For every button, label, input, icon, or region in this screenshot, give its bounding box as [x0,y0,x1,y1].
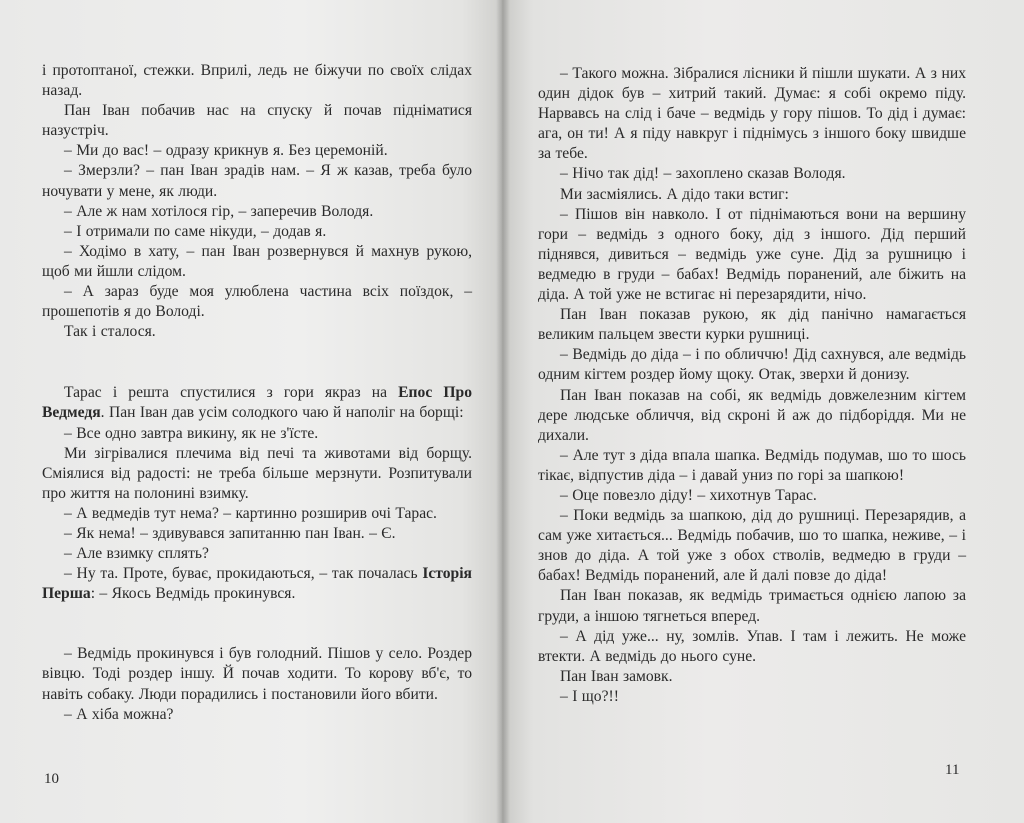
paragraph: Так і сталося. [64,323,156,341]
paragraph: – І що?!! [560,687,619,705]
paragraph: – Пішов він навколо. І от піднімаються вони на вершину гори – ведмідь з одного боку, дід з іншого. Дід перший піднявся, дивиться – ведмідь уже суне. Дід за рушницю і ведмедю в груди – бабах! Ведмідь поранений, але біжить на діда. А той уже не встигає ні перезарядити, нічо. [538,205,966,304]
paragraph: Ми засміялись. А дідо таки встиг: [560,185,789,203]
paragraph: Пан Іван показав на собі, як ведмідь довжелезним кігтем дере людське обличчя, від скроні й аж до підборіддя. Ми не дихали. [538,386,966,444]
paragraph: – Ведмідь до діда – і по обличчю! Дід сахнувся, але ведмідь одним кігтем роздер йому щоку. Отак, зверхи й донизу. [538,346,966,384]
paragraph: – А хіба можна? [64,705,174,723]
left-page-text [42,61,472,725]
paragraph: – Поки ведмідь за шапкою, дід до рушниці. Перезарядив, а сам уже хитається... Ведмідь побачив, шо то шапка, неживе, – і знов до діда. А той уже з обох стволів, ведмедю в груди – бабах! Ведмідь поранений, але й далі повзе до діда! [538,507,966,585]
story-title-epos: Епос Про Ведмедя [42,384,472,422]
paragraph: – Ходімо в хату, – пан Іван розвернувся й махнув рукою, щоб ми йшли слідом. [42,242,472,280]
paragraph: – Ми до вас! – одразу крикнув я. Без церемоній. [64,142,388,160]
paragraph: – Як нема! – здивувався запитанню пан Іван. – Є. [64,524,396,542]
paragraph: – Все одно завтра викину, як не з'їсте. [64,424,319,442]
paragraph: – Але ж нам хотілося гір, – заперечив Володя. [64,202,374,220]
page-number-right: 11 [945,762,960,778]
paragraph-text: : – Якось Ведмідь прокинувся. [90,585,296,603]
paragraph: – Але взимку сплять? [64,545,209,563]
right-page-text [538,64,966,707]
paragraph: Пан Іван показав, як ведмідь тримається однією лапою за груди, а іншою тягнеться вперед. [538,587,966,625]
paragraph-text: Тарас і решта спустилися з гори якраз на [64,384,399,402]
paragraph: – Змерзли? – пан Іван зрадів нам. – Я ж казав, треба було ночувати у мене, як люди. [42,162,472,200]
paragraph: – Але тут з діда впала шапка. Ведмідь подумав, шо то шось тікає, відпустив діда – і давай униз по горі за шапкою! [538,446,966,484]
page-number-left: 10 [44,771,59,787]
section-opening-paragraph [42,383,472,423]
paragraph [42,564,472,604]
paragraph-text: – Ну та. Проте, буває, прокидаються, – так почалась [64,565,423,583]
paragraph: – Оце повезло діду! – хихотнув Тарас. [560,486,817,504]
paragraph-text: . Пан Іван дав усім солодкого чаю й наполіг на борщі: [100,404,464,422]
paragraph: – А дід уже... ну, зомлів. Упав. І там і лежить. Не може втекти. А ведмідь до нього суне. [538,627,966,665]
paragraph: – Такого можна. Зібралися лісники й пішли шукати. А з них один дідок був – хитрий такий. Думає: я собі окремо піду. Нарвавсь на слід і баче – ведмідь у гору пішов. То дід і думає: ага, он ти! А я піду навкруг і піднімусь з іншого боку швидше за тебе. [538,65,966,163]
paragraph: – Нічо так дід! – захоплено сказав Володя. [560,165,846,183]
paragraph: Пан Іван побачив нас на спуску й почав підніматися назустріч. [42,102,472,140]
story-title-first: Історія Перша [42,565,472,603]
paragraph: – Ведмідь прокинувся і був голодний. Пішов у село. Роздер вівцю. Тоді роздер іншу. Й почав ходити. То корову вб'є, то навіть собаку. Люди порадились і постановили його вбити. [42,645,472,703]
paragraph: Пан Іван замовк. [560,667,673,685]
book-gutter [496,0,510,823]
paragraph: – А ведмедів тут нема? – картинно розширив очі Тарас. [64,504,437,522]
paragraph: – І отримали по саме нікуди, – додав я. [64,222,327,240]
paragraph: – А зараз буде моя улюблена частина всіх поїздок, – прошепотів я до Володі. [42,283,472,321]
paragraph: і протоптаної, стежки. Вприлі, ледь не біжучи по своїх слідах назад. [42,62,472,100]
paragraph: Ми зігрівалися плечима від печі та животами від борщу. Сміялися від радості: не треба більше мерзнути. Розпитували про життя на полонині взимку. [42,444,472,502]
paragraph: Пан Іван показав рукою, як дід панічно намагається великим пальцем звести курки рушниці. [538,306,966,344]
